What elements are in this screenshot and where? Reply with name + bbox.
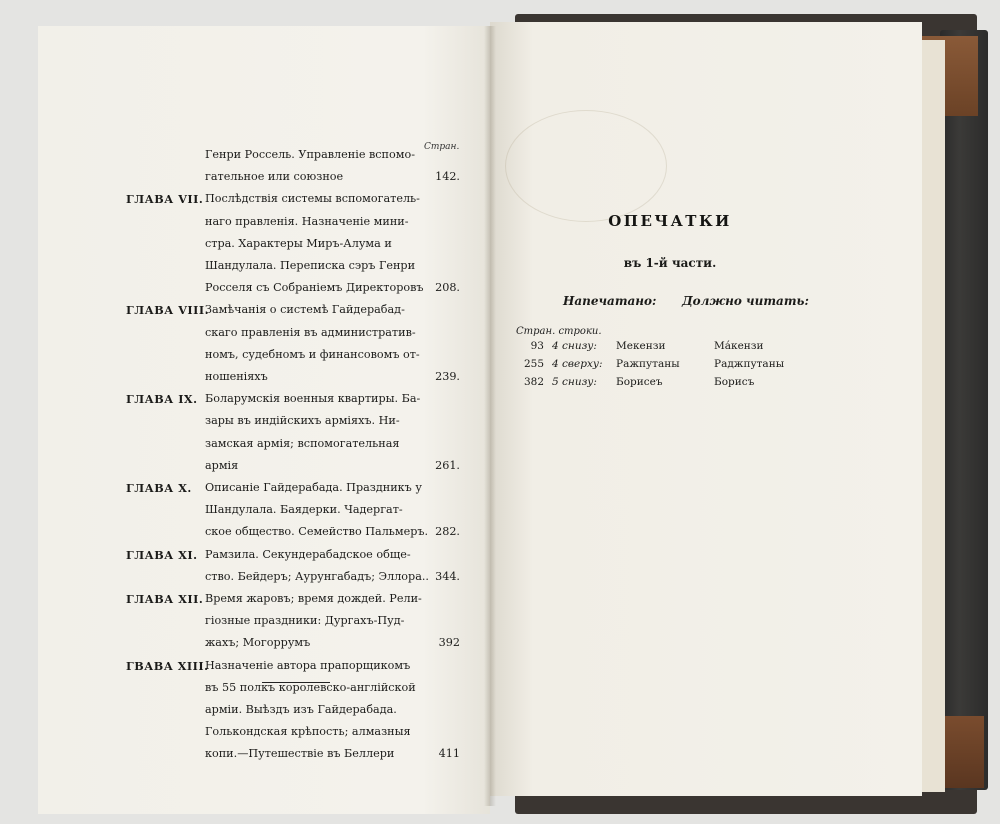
col-printed-header: Напечатано:	[563, 294, 657, 308]
toc-line: копи.—Путешествіе въ Беллери	[205, 747, 395, 761]
errata-subtitle: въ 1-й части.	[623, 256, 717, 270]
errata-line: 4 сверху:	[552, 358, 603, 370]
chapter-label: ГЛАВА IX.	[126, 392, 198, 407]
toc-line: ство. Бейдеръ; Аурунгабадъ; Эллора..	[205, 569, 429, 583]
chapter-label: ГЛАВА X.	[126, 481, 192, 495]
toc-line: гіозные праздники: Дургахъ-Пуд-	[205, 614, 405, 628]
chapter-label: ГВАВА XIII.	[126, 658, 209, 673]
toc-line: замская армія; вспомогательная	[205, 436, 400, 450]
toc-page-number: 208.	[435, 281, 460, 295]
toc-page-number: 142.	[435, 170, 460, 184]
toc-line: наго правленія. Назначеніе мини-	[205, 214, 409, 228]
toc-line: Боларумскія военныя квартиры. Ба-	[205, 392, 421, 406]
toc-line: арміи. Выѣздъ изъ Гайдерабада.	[205, 703, 397, 716]
toc-line: Послѣдствія системы вспомогатель-	[205, 192, 420, 206]
toc-line: скаго правленія въ административ-	[205, 325, 416, 339]
col-page-line-header: Стран. строки.	[516, 326, 602, 337]
toc-line: Назначеніе автора прапорщикомъ	[205, 658, 411, 672]
errata-line: 5 снизу:	[552, 376, 597, 388]
toc-line: зары въ индійскихъ арміяхъ. Ни-	[205, 414, 400, 428]
toc-line: гательное или союзное	[205, 170, 344, 184]
errata-printed: Борисеъ	[616, 376, 663, 388]
toc-line: Замѣчанія о системѣ Гайдерабад-	[205, 303, 405, 317]
errata-printed: Ражпутаны	[616, 358, 680, 370]
toc-page-number: 239.	[435, 370, 460, 383]
toc-line: въ 55 полкъ королевско-англійской	[205, 680, 416, 694]
page-column-header: Стран.	[424, 142, 460, 152]
toc-line: Росселя съ Собраніемъ Директоровъ	[205, 281, 424, 295]
end-rule	[262, 682, 330, 683]
toc-line: ношеніяхъ	[205, 370, 268, 383]
toc-line: Описаніе Гайдерабада. Праздникъ у	[205, 481, 422, 494]
toc-line: номъ, судебномъ и финансовомъ от-	[205, 347, 420, 361]
toc-line: армія	[205, 458, 239, 472]
errata-page: 93	[530, 340, 544, 352]
toc-line: Рамзила. Секундерабадское обще-	[205, 547, 411, 561]
toc-line: ское общество. Семейство Пальмеръ.	[205, 525, 429, 539]
chapter-label: ГЛАВА VII.	[126, 192, 204, 207]
toc-page-number: 261.	[435, 458, 460, 472]
errata-page: 255	[523, 358, 544, 370]
col-should-read-header: Должно читать:	[682, 294, 809, 308]
toc-page-number: 392	[438, 636, 460, 650]
errata-correct: Раджпутаны	[714, 358, 785, 370]
chapter-label: ГЛАВА XII.	[126, 592, 204, 606]
errata-line: 4 снизу:	[552, 340, 597, 352]
chapter-label: ГЛАВА VIII.	[126, 303, 209, 318]
toc-line: Голькондская крѣпость; алмазныя	[205, 725, 411, 739]
toc-page-number: 282.	[435, 525, 460, 539]
toc-line: Шандулала. Переписка сэръ Генри	[205, 259, 416, 272]
toc-line: Время жаровъ; время дождей. Рели-	[205, 592, 422, 605]
toc-page-number: 344.	[435, 569, 460, 583]
toc-line: жахъ; Могоррумъ	[205, 636, 311, 650]
toc-line: Генри Россель. Управленіе вспомо-	[205, 148, 415, 161]
errata-printed: Мекензи	[616, 340, 666, 352]
toc-line: стра. Характеры Миръ-Алума и	[205, 236, 392, 250]
errata-correct: Борисъ	[714, 376, 755, 388]
chapter-label: ГЛАВА XI.	[126, 547, 198, 562]
toc-line: Шандулала. Баядерки. Чадергат-	[205, 503, 403, 517]
errata-correct: Мáкензи	[714, 340, 764, 352]
errata-title: ОПЕЧАТКИ	[608, 212, 732, 230]
toc-page-number: 411	[438, 747, 460, 761]
errata-page: 382	[523, 376, 544, 388]
